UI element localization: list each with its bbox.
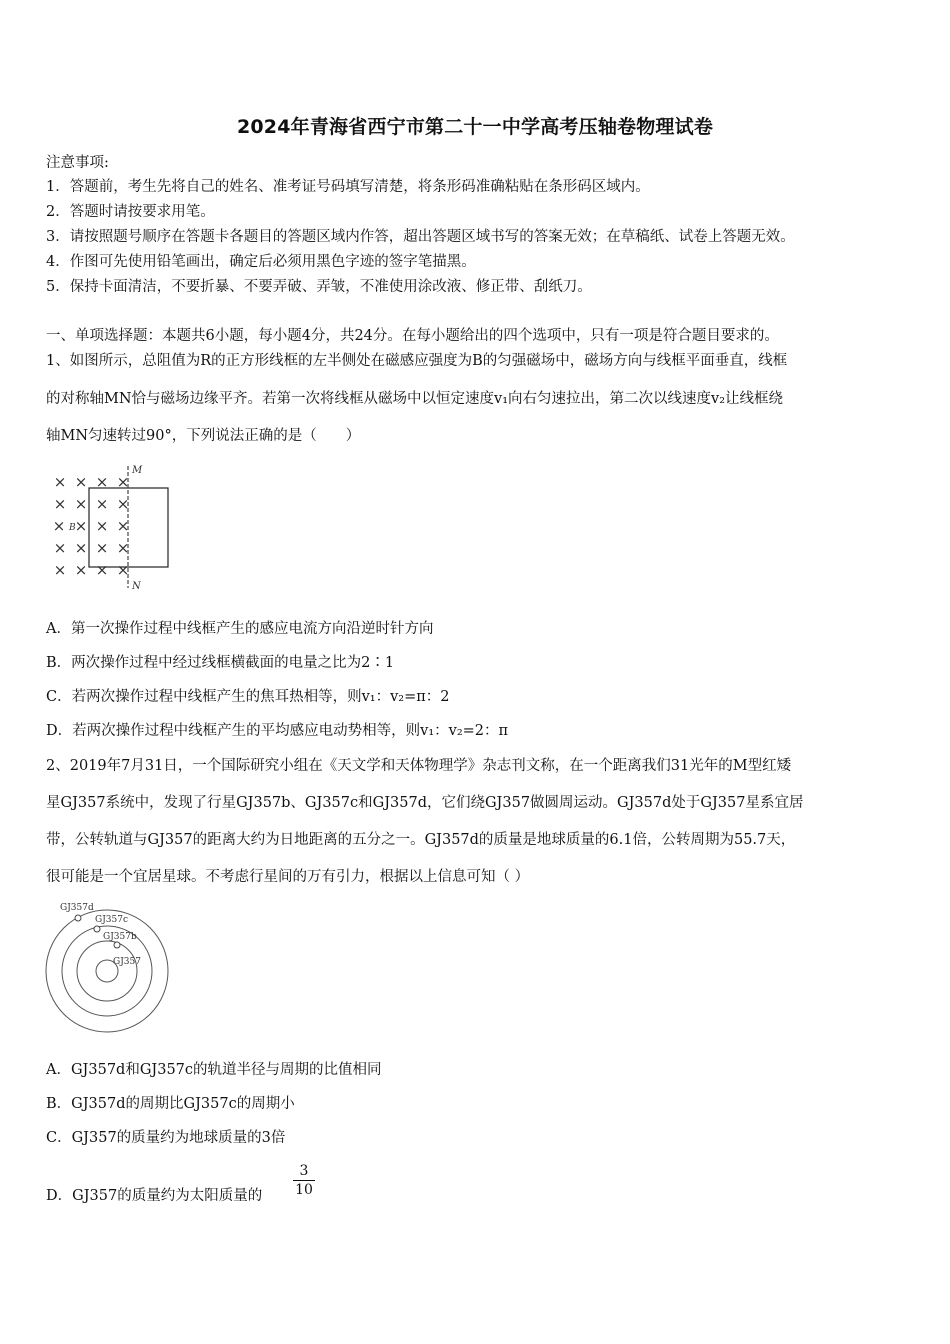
notice-heading: 注意事项: bbox=[46, 155, 109, 171]
orbit-gj357b bbox=[77, 941, 137, 1001]
field-cross: × bbox=[95, 495, 109, 513]
field-cross: × bbox=[116, 473, 130, 491]
field-cross: × bbox=[53, 473, 67, 491]
field-cross: × bbox=[116, 539, 130, 557]
planet-gj357c bbox=[94, 926, 100, 932]
field-cross: × bbox=[95, 561, 109, 579]
planet-gj357b bbox=[114, 942, 120, 948]
field-cross: × bbox=[53, 539, 67, 557]
q2-orbit-figure bbox=[40, 898, 180, 1038]
field-cross: × bbox=[116, 495, 130, 513]
field-cross: × bbox=[74, 517, 88, 535]
label-gj357c: GJ357c bbox=[95, 915, 129, 925]
notice-item-3: 3．请按照题号顺序在答题卡各题目的答题区域内作答，超出答题区域书写的答案无效；在草稿纸、试卷上答题无效。 bbox=[46, 229, 795, 245]
q2-option-b: B．GJ357d的周期比GJ357c的周期小 bbox=[46, 1096, 295, 1112]
q2-option-a: A．GJ357d和GJ357c的轨道半径与周期的比值相同 bbox=[46, 1062, 382, 1078]
q1-stem-line-2: 的对称轴MN恰与磁场边缘平齐。若第一次将线框从磁场中以恒定速度v₁向右匀速拉出，第二次以线速度v₂让线框绕 bbox=[46, 391, 784, 407]
field-cross: × bbox=[74, 495, 88, 513]
field-cross: × bbox=[74, 473, 88, 491]
q2-option-c: C．GJ357的质量约为地球质量的3倍 bbox=[46, 1130, 286, 1146]
fraction-3-10 bbox=[293, 1163, 315, 1198]
field-cross: × bbox=[95, 473, 109, 491]
fraction-bar bbox=[293, 1180, 315, 1181]
field-cross: × bbox=[95, 517, 109, 535]
q2-stem-line-2: 星GJ357系统中，发现了行星GJ357b、GJ357c和GJ357d，它们绕GJ357做圆周运动。GJ357d处于GJ357星系宜居 bbox=[46, 795, 804, 811]
fraction-numerator: 3 bbox=[299, 1163, 309, 1179]
notice-item-5: 5．保持卡面清洁，不要折暴、不要弄破、弄皱，不准使用涂改液、修正带、刮纸刀。 bbox=[46, 279, 592, 295]
q1-option-a: A．第一次操作过程中线框产生的感应电流方向沿逆时针方向 bbox=[46, 621, 434, 637]
fraction-denominator: 10 bbox=[295, 1182, 313, 1198]
q1-stem-line-3: 轴MN匀速转过90°，下列说法正确的是（ ） bbox=[46, 428, 361, 444]
label-gj357b: GJ357b bbox=[103, 932, 137, 942]
q2-stem-line-4: 很可能是一个宜居星球。不考虑行星间的万有引力，根据以上信息可知（ ） bbox=[46, 869, 530, 885]
field-cross: × bbox=[52, 517, 66, 535]
label-gj357d: GJ357d bbox=[60, 903, 94, 913]
orbit-gj357d bbox=[46, 910, 168, 1032]
field-cross: × bbox=[95, 539, 109, 557]
q1-option-d: D．若两次操作过程中线框产生的平均感应电动势相等，则v₁：v₂=2：π bbox=[46, 723, 509, 739]
label-b: B bbox=[69, 523, 76, 533]
label-m: M bbox=[132, 465, 143, 476]
label-gj357: GJ357 bbox=[113, 957, 141, 967]
planet-gj357d bbox=[75, 915, 81, 921]
q1-option-c: C．若两次操作过程中线框产生的焦耳热相等，则v₁：v₂=π：2 bbox=[46, 689, 450, 705]
field-cross: × bbox=[74, 539, 88, 557]
field-cross: × bbox=[116, 517, 130, 535]
field-crosses bbox=[53, 473, 130, 579]
q2-stem-line-3: 带，公转轨道与GJ357的距离大约为日地距离的五分之一。GJ357d的质量是地球质量的6.1倍，公转周期为55.7天， bbox=[46, 832, 796, 848]
q1-stem-line-1: 1、如图所示，总阻值为R的正方形线框的左半侧处在磁感应强度为B的匀强磁场中，磁场方向与线框平面垂直，线框 bbox=[46, 353, 788, 369]
q1-option-b: B．两次操作过程中经过线框横截面的电量之比为2∶1 bbox=[46, 655, 395, 671]
notice-item-2: 2．答题时请按要求用笔。 bbox=[46, 204, 215, 220]
q1-magnetic-field-figure bbox=[46, 462, 186, 592]
field-cross: × bbox=[74, 561, 88, 579]
q2-stem-line-1: 2、2019年7月31日，一个国际研究小组在《天文学和天体物理学》杂志刊文称，在一个距离我们31光年的M型红矮 bbox=[46, 758, 792, 774]
label-n: N bbox=[132, 581, 141, 592]
field-cross: × bbox=[53, 495, 67, 513]
q2-option-d: D．GJ357的质量约为太阳质量的 bbox=[46, 1188, 263, 1204]
notice-item-4: 4．作图可先使用铅笔画出，确定后必须用黑色字迹的签字笔描黑。 bbox=[46, 254, 476, 270]
field-cross: × bbox=[53, 561, 67, 579]
section-heading: 一、单项选择题：本题共6小题，每小题4分，共24分。在每小题给出的四个选项中，只有一项是符合题目要求的。 bbox=[46, 328, 779, 344]
page-title: 2024年青海省西宁市第二十一中学高考压轴卷物理试卷 bbox=[236, 116, 714, 138]
field-cross: × bbox=[116, 561, 130, 579]
notice-item-1: 1．答题前，考生先将自己的姓名、准考证号码填写清楚，将条形码准确粘贴在条形码区域内。 bbox=[46, 179, 650, 195]
